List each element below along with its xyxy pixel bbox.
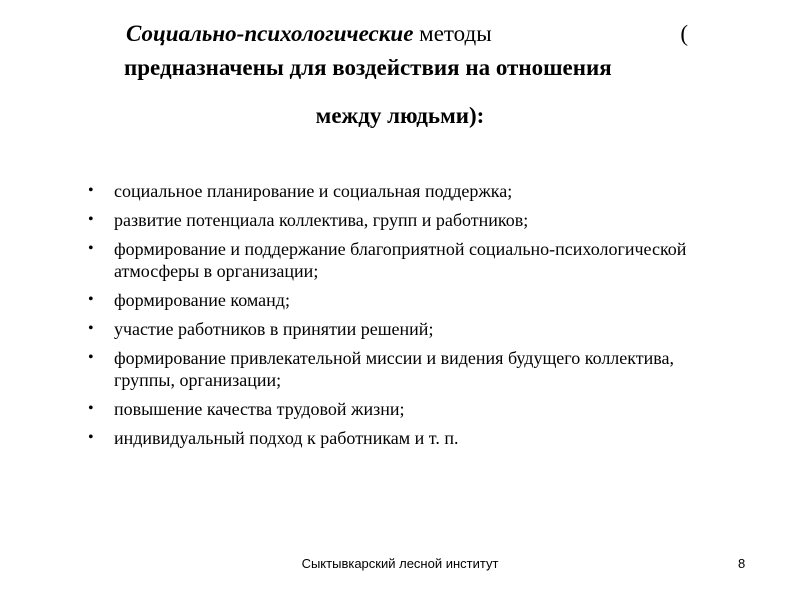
bullet-icon: • <box>88 320 94 337</box>
bullet-list <box>88 180 728 456</box>
list-item <box>88 289 728 311</box>
bullet-icon: • <box>88 291 94 308</box>
list-item <box>88 209 728 231</box>
title-line-2: предназначены для воздействия на отношения <box>124 55 612 80</box>
list-item-text: формирование привлекательной миссии и видения будущего коллектива, группы, организации; <box>114 348 675 390</box>
list-item-text: социальное планирование и социальная поддержка; <box>114 181 513 201</box>
page-number: 8 <box>738 556 746 571</box>
title-open-paren: ( <box>680 21 688 46</box>
title-line-3: между людьми): <box>315 103 485 128</box>
list-item-text: индивидуальный подход к работникам и т. п. <box>114 428 459 448</box>
list-item-text: формирование и поддержание благоприятной социально-психологической атмосферы в организации; <box>114 239 687 281</box>
list-item-text: развитие потенциала коллектива, групп и работников; <box>114 210 529 230</box>
list-item <box>88 238 728 282</box>
list-item <box>88 318 728 340</box>
bullet-icon: • <box>88 400 94 417</box>
list-item <box>88 180 728 202</box>
bullet-icon: • <box>88 182 94 199</box>
bullet-icon: • <box>88 211 94 228</box>
footer-institute: Сыктывкарский лесной институт <box>301 556 499 571</box>
title-line-1 <box>126 18 688 50</box>
title-emphasis: Социально-психологические <box>126 21 414 46</box>
list-item-text: повышение качества трудовой жизни; <box>114 399 405 419</box>
slide-title <box>0 0 800 150</box>
title-regular: методы <box>413 21 492 46</box>
list-item <box>88 427 728 449</box>
list-item <box>88 398 728 420</box>
bullet-icon: • <box>88 349 94 366</box>
bullet-icon: • <box>88 240 94 257</box>
list-item <box>88 347 728 391</box>
list-item-text: формирование команд; <box>114 290 290 310</box>
bullet-icon: • <box>88 429 94 446</box>
list-item-text: участие работников в принятии решений; <box>114 319 434 339</box>
